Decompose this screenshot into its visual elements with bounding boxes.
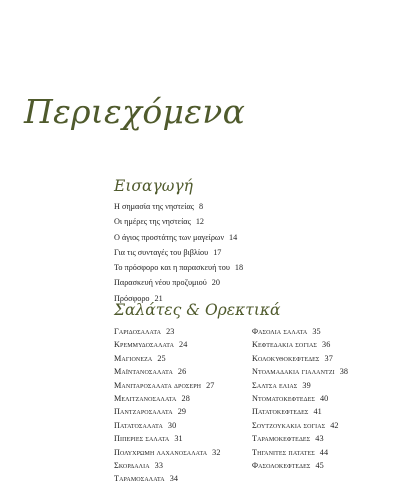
- toc-entry-label: Σαλτσα ελιας: [252, 380, 298, 390]
- toc-entry[interactable]: [114, 199, 243, 214]
- toc-entry-page-number: 21: [154, 293, 163, 303]
- toc-entry-page-number: 44: [319, 447, 329, 457]
- toc-entry-label: Γαριδοσαλατα: [114, 327, 162, 336]
- toc-entry-label: Πιπεριες σαλατα: [114, 434, 170, 444]
- toc-entry[interactable]: [114, 275, 243, 290]
- toc-entry-page-number: 36: [322, 340, 331, 350]
- toc-entry-page-number: 32: [212, 447, 221, 457]
- toc-entry[interactable]: [252, 392, 348, 405]
- toc-entry-label: Πρόσφορο: [114, 293, 150, 303]
- toc-entry-label: Φασολοκεφτεδες: [252, 461, 311, 471]
- toc-entry-page-number: 27: [206, 380, 215, 390]
- toc-entry[interactable]: [252, 432, 348, 445]
- toc-entry-page-number: 18: [234, 263, 244, 273]
- toc-entry-label: Για τις συνταγές του βιβλίου: [114, 247, 209, 257]
- toc-entry[interactable]: [114, 352, 221, 365]
- toc-entry-page-number: 41: [313, 407, 322, 417]
- toc-entry-page-number: 34: [169, 474, 179, 484]
- toc-entry[interactable]: [252, 352, 348, 365]
- toc-entry-label: Κεφτεδακια σογιας: [252, 340, 318, 350]
- toc-entry[interactable]: [114, 392, 221, 405]
- toc-entry[interactable]: [252, 446, 348, 459]
- toc-entry-page-number: 45: [315, 461, 324, 471]
- toc-entry[interactable]: [114, 432, 221, 445]
- toc-entry-page-number: 40: [319, 394, 329, 404]
- toc-entry[interactable]: [114, 379, 221, 392]
- toc-entry-label: Παρασκευή νέου προζυμιού: [114, 278, 207, 288]
- toc-entry-page-number: 17: [213, 247, 222, 257]
- toc-entry-label: Ντολμαδακια γιαλαντζι: [252, 367, 335, 377]
- toc-entry-page-number: 24: [179, 340, 188, 350]
- toc-entry-page-number: 35: [312, 327, 321, 336]
- toc-entry-page-number: 26: [177, 367, 187, 377]
- toc-entry-label: Τηγανιτες πατατες: [252, 447, 315, 457]
- toc-entry[interactable]: [114, 325, 221, 338]
- toc-entry-label: Παντζαροσαλατα: [114, 407, 173, 417]
- toc-entry-label: Μαϊντανοσαλατα: [114, 367, 173, 377]
- toc-entry[interactable]: [252, 325, 348, 338]
- section-heading-salads: Σαλάτες & Ορεκτικά: [114, 301, 281, 319]
- toc-entry-page-number: 30: [167, 420, 177, 430]
- toc-entry[interactable]: [252, 419, 348, 432]
- toc-entry-page-number: 43: [315, 434, 324, 444]
- toc-entry-page-number: 31: [174, 434, 183, 444]
- toc-entry-label: Ταραμοσαλατα: [114, 474, 165, 484]
- toc-entry-label: Ταραμοκεφτεδες: [252, 434, 311, 444]
- toc-entry-page-number: 29: [177, 407, 187, 417]
- toc-entry[interactable]: [114, 338, 221, 351]
- toc-entry[interactable]: [114, 459, 221, 472]
- toc-entry-page-number: 33: [154, 461, 164, 471]
- toc-entry[interactable]: [114, 245, 243, 260]
- toc-entry-page-number: 42: [330, 420, 339, 430]
- toc-entry-label: Πατατοσαλατα: [114, 420, 163, 430]
- toc-entry-label: Ντοματοκεφτεδες: [252, 394, 315, 404]
- toc-entry[interactable]: [114, 405, 221, 418]
- toc-entry-page-number: 12: [195, 217, 204, 227]
- toc-entry[interactable]: [114, 260, 243, 275]
- toc-entry-label: Μαγιονεζα: [114, 353, 153, 363]
- toc-entry[interactable]: [252, 405, 348, 418]
- toc-entry[interactable]: [114, 446, 221, 459]
- toc-entry[interactable]: [114, 419, 221, 432]
- toc-entry-page-number: 8: [199, 202, 204, 211]
- toc-entry[interactable]: [114, 214, 243, 229]
- toc-entry-label: Πατατοκεφτεδες: [252, 407, 309, 417]
- toc-entry-label: Κρεμμυδοσαλατα: [114, 340, 175, 350]
- toc-entry-label: Σουτζουκακια σογιας: [252, 420, 326, 430]
- toc-entry-page-number: 20: [211, 278, 220, 288]
- toc-entry-label: Το πρόσφορο και η παρασκευή του: [114, 263, 230, 273]
- section-heading-introduction: Εισαγωγή: [114, 177, 193, 195]
- toc-entry-label: Πολυχρωμη λαχανοσαλατα: [114, 447, 208, 457]
- toc-entry[interactable]: [114, 365, 221, 378]
- toc-entry[interactable]: [114, 230, 243, 245]
- toc-entry-label: Οι ημέρες της νηστείας: [114, 217, 191, 227]
- toc-entry-label: Κολοκυθοκεφτεδες: [252, 353, 320, 363]
- toc-entry-label: Μανιταροσαλατα δροσερη: [114, 380, 202, 390]
- toc-entry-page-number: 28: [181, 394, 190, 404]
- toc-entry-label: Ο άγιος προστάτης των μαγείρων: [114, 232, 225, 242]
- page-title: Περιεχόμενα: [24, 92, 246, 131]
- toc-entry-page-number: 37: [324, 353, 333, 363]
- toc-entry-label: Μελιτζανοσαλατα: [114, 394, 177, 404]
- toc-entry[interactable]: [114, 472, 221, 485]
- toc-entry-page-number: 38: [339, 367, 349, 377]
- toc-entry-page-number: 23: [166, 327, 175, 336]
- toc-entry-page-number: 14: [229, 232, 238, 242]
- salads-toc-list-right: [252, 325, 348, 472]
- introduction-toc-list: [114, 199, 243, 306]
- toc-entry-label: Η σημασία της νηστείας: [114, 202, 195, 211]
- toc-entry[interactable]: [252, 379, 348, 392]
- toc-entry-page-number: 25: [157, 353, 166, 363]
- salads-toc-list-left: [114, 325, 221, 486]
- toc-entry[interactable]: [252, 338, 348, 351]
- toc-entry-label: Φασολια σαλατα: [252, 327, 308, 336]
- toc-entry[interactable]: [252, 365, 348, 378]
- toc-entry[interactable]: [252, 459, 348, 472]
- toc-entry-page-number: 39: [302, 380, 311, 390]
- toc-entry-label: Σκορδαλια: [114, 461, 150, 471]
